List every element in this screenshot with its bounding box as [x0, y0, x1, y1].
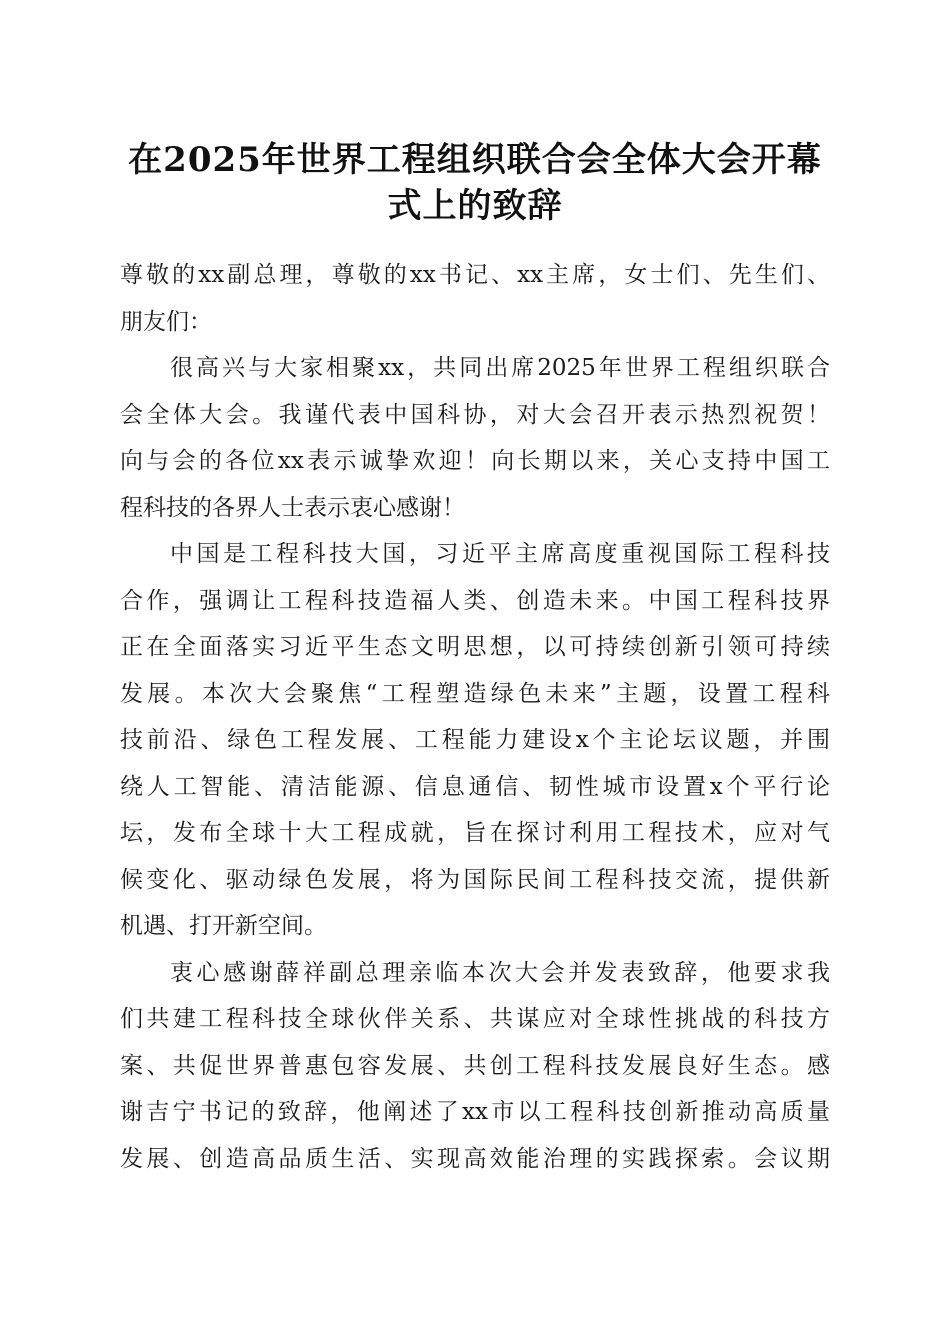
text-line: 向与会的各位xx表示诚挚欢迎！向长期以来，关心支持中国工 — [120, 448, 830, 474]
text-line: 候变化、驱动绿色发展，将为国际民间工程科技交流，提供新 — [120, 866, 830, 893]
text-line: 很高兴与大家相聚xx，共同出席2025年世界工程组织联合 — [170, 355, 830, 381]
document-title — [110, 137, 840, 229]
text-line: 技前沿、绿色工程发展、工程能力建设x个主论坛议题，并围 — [120, 727, 830, 753]
text-line: 中国是工程科技大国，习近平主席高度重视国际工程科技 — [170, 541, 830, 567]
title-line-1: 在2025年世界工程组织联合会全体大会开幕 — [128, 140, 822, 180]
text-line: 发展。本次大会聚焦“工程塑造绿色未来”主题，设置工程科 — [120, 680, 830, 707]
text-line: 程科技的各界人士表示衷心感谢！ — [120, 494, 465, 521]
text-line: 谢吉宁书记的致辞，他阐述了xx市以工程科技创新推动高质量 — [120, 1099, 830, 1125]
text-line: 正在全面落实习近平生态文明思想，以可持续创新引领可持续 — [120, 634, 830, 660]
text-line: 坛，发布全球十大工程成就，旨在探讨利用工程技术，应对气 — [120, 820, 830, 846]
text-line: 朋友们： — [120, 308, 212, 335]
document-body — [120, 252, 830, 1182]
text-line: 尊敬的xx副总理，尊敬的xx书记、xx主席，女士们、先生们、 — [120, 262, 830, 288]
paragraph-1 — [120, 345, 830, 531]
text-line: 绕人工智能、清洁能源、信息通信、韧性城市设置x个平行论 — [120, 773, 830, 800]
paragraph-2 — [120, 531, 830, 950]
text-line: 们共建工程科技全球伙伴关系、共谋应对全球性挑战的科技方 — [120, 1006, 830, 1032]
text-line: 案、共促世界普惠包容发展、共创工程科技发展良好生态。感 — [120, 1052, 830, 1079]
title-line-2: 式上的致辞 — [387, 186, 563, 226]
salutation — [120, 252, 830, 345]
text-line: 衷心感谢薛祥副总理亲临本次大会并发表致辞，他要求我 — [170, 959, 830, 986]
text-line: 发展、创造高品质生活、实现高效能治理的实践探索。会议期 — [120, 1145, 830, 1172]
text-line: 机遇、打开新空间。 — [120, 913, 327, 939]
text-line: 会全体大会。我谨代表中国科协，对大会召开表示热烈祝贺！ — [120, 401, 830, 428]
paragraph-3 — [120, 950, 830, 1183]
text-line: 合作，强调让工程科技造福人类、创造未来。中国工程科技界 — [120, 587, 830, 614]
